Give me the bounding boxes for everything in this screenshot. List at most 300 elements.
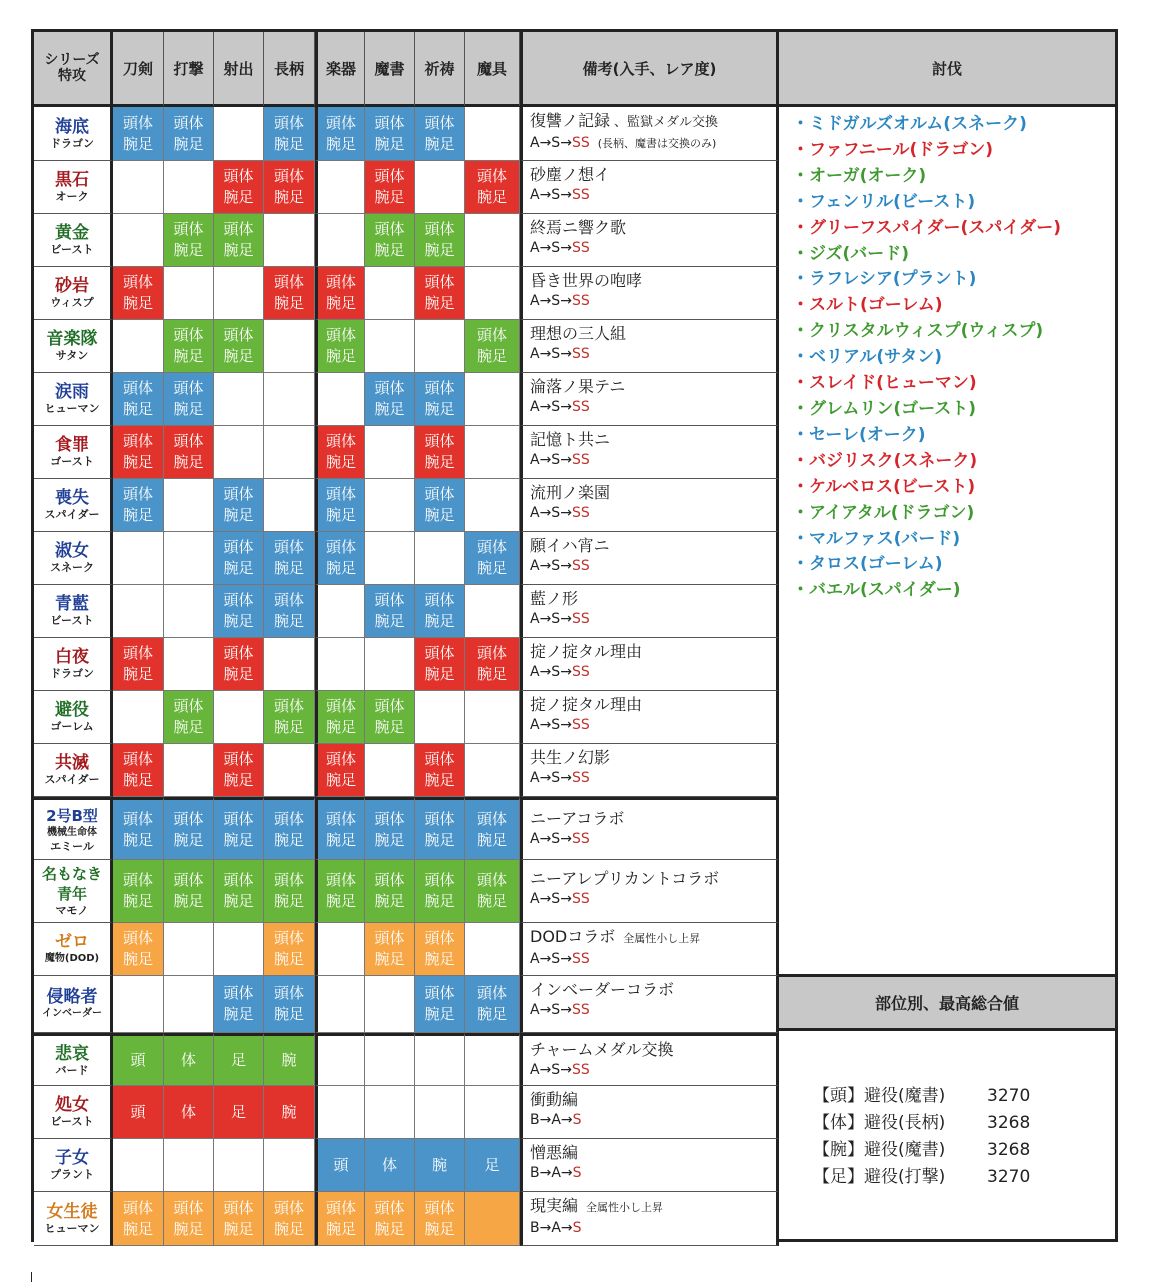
weapon-cell [113, 797, 164, 860]
weapon-cell [264, 107, 315, 161]
weapon-cell [415, 373, 465, 426]
part-head-body: 頭体 [424, 750, 455, 768]
part-arm-leg: 腕足 [374, 188, 405, 206]
part-arm-leg: 腕足 [374, 400, 405, 418]
weapon-cell [365, 479, 415, 532]
series-race: 機械生命体 [47, 826, 97, 838]
weapon-cell [113, 744, 164, 797]
part-head-body: 頭体 [273, 929, 304, 947]
note-title: 憎悪編 [530, 1143, 579, 1162]
boss-item: ・アイアタル(ドラゴン) [792, 502, 975, 523]
weapon-cell [315, 107, 365, 161]
weapon-cell [113, 161, 164, 214]
series-note [520, 1033, 779, 1086]
weapon-cell [214, 320, 264, 373]
header-weapon-1: 打撃 [164, 32, 214, 107]
series-note [520, 320, 779, 373]
weapon-cell [264, 320, 315, 373]
part-label: 体 [381, 1155, 397, 1174]
part-label: 腕 [431, 1155, 447, 1174]
rarity-prefix: A→S→ [530, 664, 572, 680]
part-arm-leg: 腕足 [476, 830, 507, 849]
series-name: 侵略者 [46, 987, 98, 1007]
series-race: バード [55, 1063, 89, 1077]
note-title: 記憶ト共ニ [530, 430, 611, 449]
boss-item: ・スルト(ゴーレム) [792, 295, 943, 316]
series-name: 喪失 [55, 488, 89, 508]
rarity-note: (長柄、魔書は交換のみ) [597, 137, 717, 150]
series-note [520, 214, 779, 267]
rarity-top: SS [571, 611, 590, 627]
weapon-cell [465, 1033, 520, 1086]
weapon-cell [264, 267, 315, 320]
note-title: 復讐ノ記録 [530, 111, 611, 130]
weapon-cell [315, 691, 365, 744]
series-race: サタン [55, 349, 89, 362]
series-name-cell [34, 691, 113, 744]
note-title: 衝動編 [530, 1090, 579, 1109]
weapon-cell [365, 373, 415, 426]
weapon-cell [465, 976, 520, 1033]
rarity-prefix: A→S→ [530, 399, 572, 415]
weapon-cell [415, 426, 465, 479]
best-total-row [813, 1083, 1115, 1110]
weapon-cell [164, 426, 214, 479]
boss-item: ・バジリスク(スネーク) [792, 450, 978, 471]
part-head-body: 頭体 [476, 538, 507, 556]
part-head-body: 頭体 [374, 220, 405, 238]
weapon-cell [164, 320, 214, 373]
series-race: ヒューマン [44, 1221, 100, 1235]
weapon-cell [365, 107, 415, 161]
weapon-cell [164, 107, 214, 161]
part-head-body: 頭体 [223, 644, 254, 662]
part-head-body: 頭体 [476, 984, 507, 1002]
part-head-body: 頭体 [273, 591, 304, 609]
series-name-cell [34, 373, 113, 426]
part-arm-leg: 腕足 [424, 1005, 455, 1023]
weapon-cell [315, 585, 365, 638]
part-arm-leg: 腕足 [476, 892, 507, 910]
header-weapon-0: 刀剣 [113, 32, 164, 107]
part-head-body: 頭体 [173, 1198, 204, 1217]
part-arm-leg: 腕足 [273, 294, 304, 312]
weapon-cell [415, 1192, 465, 1246]
series-name: 白夜 [55, 647, 89, 667]
weapon-cell [415, 923, 465, 976]
weapon-cell [365, 797, 415, 860]
series-note [520, 744, 779, 797]
best-total-part: 【頭】避役(魔書) [813, 1086, 946, 1106]
part-label: 足 [230, 1051, 246, 1069]
part-arm-leg: 腕足 [476, 559, 507, 577]
series-race: ビースト [50, 1115, 94, 1128]
part-arm-leg: 腕足 [325, 134, 356, 153]
weapon-cell [415, 107, 465, 161]
weapon-cell [113, 107, 164, 161]
weapon-cell [315, 373, 365, 426]
weapon-cell [264, 161, 315, 214]
series-name-cell [34, 161, 113, 214]
weapon-cell [365, 976, 415, 1033]
part-arm-leg: 腕足 [223, 665, 254, 683]
part-arm-leg: 腕足 [122, 294, 153, 312]
part-head-body: 頭体 [374, 1198, 405, 1217]
series-name: 黄金 [55, 223, 89, 243]
weapon-cell [415, 479, 465, 532]
part-arm-leg: 腕足 [173, 718, 204, 736]
series-name-cell [34, 214, 113, 267]
part-arm-leg: 腕足 [424, 612, 455, 630]
note-title: 砂塵ノ想イ [530, 165, 611, 184]
rarity-top: SS [571, 293, 590, 309]
weapon-cell [415, 161, 465, 214]
part-head-body: 頭体 [424, 273, 455, 291]
weapon-cell [113, 585, 164, 638]
weapon-cell [315, 479, 365, 532]
note-title: 共生ノ幻影 [530, 748, 611, 767]
rarity-top: S [572, 1165, 582, 1181]
rarity-top: SS [571, 558, 590, 574]
part-arm-leg: 腕足 [424, 294, 455, 312]
series-note [520, 532, 779, 585]
best-total-part: 【腕】避役(魔書) [813, 1140, 946, 1160]
series-note [520, 1192, 779, 1246]
best-totals-box [779, 1031, 1115, 1239]
boss-item: ・フェンリル(ビースト) [792, 191, 976, 212]
part-arm-leg: 腕足 [122, 506, 153, 524]
weapon-cell [365, 585, 415, 638]
weapon-cell [264, 860, 315, 923]
weapon-cell [415, 1139, 465, 1192]
note-title: ニーアレプリカントコラボ [530, 869, 720, 888]
part-label: 体 [180, 1102, 196, 1121]
part-arm-leg: 腕足 [325, 294, 356, 312]
weapon-cell [214, 1086, 264, 1139]
weapon-cell [264, 1086, 315, 1139]
weapon-cell [365, 320, 415, 373]
part-label: 腕 [281, 1051, 297, 1069]
part-head-body: 頭体 [122, 273, 153, 291]
best-total-part: 【足】避役(打撃) [813, 1167, 946, 1187]
part-head-body: 頭体 [476, 644, 507, 662]
part-head-body: 頭体 [325, 697, 356, 715]
series-race: ウィスプ [50, 296, 94, 309]
header-series-line1: シリーズ [44, 52, 100, 68]
header-series [34, 32, 113, 107]
weapon-cell [315, 1033, 365, 1086]
rarity-prefix: A→S→ [530, 611, 572, 627]
series-name: 名もなき [41, 865, 102, 883]
weapon-cell [465, 214, 520, 267]
weapon-cell [264, 585, 315, 638]
weapon-cell [214, 1192, 264, 1246]
best-totals-title: 部位別、最高総合値 [874, 994, 1019, 1013]
part-arm-leg: 腕足 [374, 718, 405, 736]
series-note [520, 860, 779, 923]
boss-item: ・ファフニール(ドラゴン) [792, 139, 994, 160]
part-arm-leg: 腕足 [476, 188, 507, 206]
part-head-body: 頭体 [122, 871, 153, 889]
part-arm-leg: 腕足 [424, 1219, 455, 1238]
part-head-body: 頭体 [223, 984, 254, 1002]
part-head-body: 頭体 [273, 1198, 304, 1217]
weapon-cell [415, 797, 465, 860]
weapon-cell [214, 923, 264, 976]
weapon-cell [415, 976, 465, 1033]
series-name-cell [34, 638, 113, 691]
part-arm-leg: 腕足 [325, 718, 356, 736]
series-race: ゴーレム [50, 720, 94, 733]
series-name-cell [34, 1192, 113, 1246]
series-race: ビースト [50, 614, 94, 627]
weapon-cell [465, 107, 520, 161]
rarity-prefix: A→S→ [530, 770, 572, 786]
weapon-cell [465, 161, 520, 214]
weapon-cell [365, 923, 415, 976]
part-arm-leg: 腕足 [273, 892, 304, 910]
part-arm-leg: 腕足 [273, 188, 304, 206]
rarity-top: SS [571, 505, 590, 521]
weapon-cell [465, 479, 520, 532]
series-name-cell [34, 797, 113, 860]
weapon-cell [264, 479, 315, 532]
weapon-cell [113, 373, 164, 426]
weapon-cell [164, 267, 214, 320]
boss-item: ・バエル(スパイダー) [792, 580, 961, 601]
weapon-cell [415, 214, 465, 267]
series-race: ドラゴン [50, 667, 94, 680]
part-head-body: 頭体 [325, 485, 356, 503]
weapon-cell [214, 585, 264, 638]
part-arm-leg: 腕足 [325, 453, 356, 471]
weapon-cell [315, 923, 365, 976]
part-head-body: 頭体 [273, 273, 304, 291]
part-arm-leg: 腕足 [424, 400, 455, 418]
part-head-body: 頭体 [223, 750, 254, 768]
part-head-body: 頭体 [173, 113, 204, 132]
note-title: 藍ノ形 [530, 589, 579, 608]
weapon-cell [264, 744, 315, 797]
part-head-body: 頭体 [325, 538, 356, 556]
header-weapon-5: 魔書 [365, 32, 415, 107]
part-arm-leg: 腕足 [273, 950, 304, 968]
weapon-cell [214, 267, 264, 320]
weapon-cell [465, 373, 520, 426]
note-sub: 、監獄メダル交換 [614, 115, 719, 130]
part-arm-leg: 腕足 [476, 1005, 507, 1023]
weapon-cell [264, 532, 315, 585]
note-title: 願イハ宵ニ [530, 536, 610, 555]
weapon-cell [315, 860, 365, 923]
part-head-body: 頭体 [424, 1198, 455, 1217]
part-arm-leg: 腕足 [374, 612, 405, 630]
part-arm-leg: 腕足 [424, 830, 455, 849]
rarity-top: S [572, 1112, 582, 1128]
note-title: 淪落ノ果テニ [530, 377, 626, 396]
part-head-body: 頭体 [223, 220, 254, 238]
rarity-prefix: A→S→ [530, 1002, 572, 1018]
weapon-cell [214, 373, 264, 426]
part-head-body: 頭体 [273, 984, 304, 1002]
part-head-body: 頭体 [273, 809, 304, 828]
weapon-cell [465, 691, 520, 744]
part-arm-leg: 腕足 [476, 665, 507, 683]
series-name-cell [34, 479, 113, 532]
weapon-cell [164, 638, 214, 691]
part-head-body: 頭体 [476, 326, 507, 344]
part-head-body: 頭体 [223, 871, 254, 889]
note-title: 流刑ノ楽園 [530, 483, 611, 502]
weapon-cell [113, 691, 164, 744]
weapon-cell [214, 691, 264, 744]
note-title: チャームメダル交換 [530, 1040, 674, 1059]
part-head-body: 頭体 [424, 432, 455, 450]
weapon-cell [415, 691, 465, 744]
part-head-body: 頭体 [476, 871, 507, 889]
weapon-cell [113, 267, 164, 320]
part-head-body: 頭体 [173, 697, 204, 715]
part-head-body: 頭体 [374, 591, 405, 609]
part-head-body: 頭体 [173, 432, 204, 450]
weapon-cell [113, 1139, 164, 1192]
header-weapon-4: 楽器 [315, 32, 365, 107]
series-note [520, 585, 779, 638]
series-note [520, 373, 779, 426]
weapon-cell [214, 744, 264, 797]
boss-item: ・ジズ(バード) [792, 243, 910, 264]
part-head-body: 頭体 [223, 1198, 254, 1217]
weapon-cell [365, 1192, 415, 1246]
rarity-top: SS [571, 831, 590, 847]
part-head-body: 頭体 [424, 644, 455, 662]
part-head-body: 頭体 [424, 871, 455, 889]
part-arm-leg: 腕足 [374, 950, 405, 968]
series-name: 2号B型 [46, 806, 98, 825]
weapon-cell [365, 426, 415, 479]
boss-item: ・タロス(ゴーレム) [792, 554, 943, 575]
header-notes: 備考(入手、レア度) [520, 32, 779, 107]
weapon-cell [415, 1086, 465, 1139]
part-arm-leg: 腕足 [424, 892, 455, 910]
part-arm-leg: 腕足 [374, 892, 405, 910]
part-head-body: 頭体 [424, 379, 455, 397]
weapon-cell [164, 214, 214, 267]
part-head-body: 頭体 [173, 809, 204, 828]
part-head-body: 頭体 [325, 1198, 356, 1217]
weapon-cell [164, 373, 214, 426]
rarity-top: SS [571, 770, 590, 786]
rarity-prefix: A→S→ [530, 951, 572, 967]
weapon-cell [164, 479, 214, 532]
weapon-cell [113, 1192, 164, 1246]
part-head-body: 頭体 [273, 113, 304, 132]
rarity-top: SS [571, 1002, 590, 1018]
part-arm-leg: 腕足 [173, 400, 204, 418]
series-note [520, 107, 779, 161]
series-name-cell [34, 923, 113, 976]
weapon-cell [315, 320, 365, 373]
part-arm-leg: 腕足 [223, 559, 254, 577]
note-title: インベーダーコラボ [530, 980, 675, 999]
series-name: 共滅 [55, 753, 89, 773]
part-head-body: 頭体 [374, 379, 405, 397]
boss-item: ・セーレ(オーク) [792, 424, 926, 445]
weapon-cell [214, 797, 264, 860]
boss-item: ・グレムリン(ゴースト) [792, 398, 977, 419]
note-title: 昏き世界の咆哮 [530, 271, 643, 290]
part-label: 体 [180, 1051, 196, 1069]
part-arm-leg: 腕足 [374, 830, 405, 849]
part-arm-leg: 腕足 [325, 347, 356, 365]
part-head-body: 頭体 [476, 167, 507, 185]
part-head-body: 頭体 [273, 538, 304, 556]
weapon-cell [415, 860, 465, 923]
series-name: 食罪 [55, 435, 89, 455]
part-head-body: 頭体 [122, 432, 153, 450]
part-head-body: 頭体 [122, 929, 153, 947]
part-head-body: 頭体 [223, 538, 254, 556]
weapon-cell [164, 923, 214, 976]
part-arm-leg: 腕足 [122, 892, 153, 910]
part-head-body: 頭体 [173, 871, 204, 889]
header-weapon-3: 長柄 [264, 32, 315, 107]
rarity-top: SS [571, 717, 590, 733]
part-arm-leg: 腕足 [273, 612, 304, 630]
boss-item: ・オーガ(オーク) [792, 165, 927, 186]
part-arm-leg: 腕足 [325, 1219, 356, 1238]
part-head-body: 頭体 [223, 809, 254, 828]
weapon-cell [465, 426, 520, 479]
series-race: 魔物(DOD) [44, 953, 100, 964]
series-note [520, 976, 779, 1033]
equipment-table [31, 29, 1118, 1242]
weapon-cell [164, 532, 214, 585]
weapon-cell [365, 691, 415, 744]
part-arm-leg: 腕足 [122, 453, 153, 471]
weapon-cell [465, 267, 520, 320]
header-weapon-2: 射出 [214, 32, 264, 107]
series-name: 海底 [55, 116, 89, 137]
part-head-body: 頭体 [325, 871, 356, 889]
part-arm-leg: 腕足 [173, 453, 204, 471]
part-head-body: 頭体 [325, 809, 356, 828]
part-head-body: 頭体 [173, 326, 204, 344]
series-name-cell [34, 1033, 113, 1086]
rarity-prefix: A→S→ [530, 891, 572, 907]
boss-item: ・ラフレシア(プラント) [792, 269, 977, 290]
part-arm-leg: 腕足 [223, 241, 254, 259]
weapon-cell [465, 320, 520, 373]
rarity-top: SS [571, 452, 590, 468]
part-head-body: 頭体 [325, 113, 356, 132]
weapon-cell [164, 797, 214, 860]
best-totals-header [779, 974, 1115, 1031]
series-race: オーク [55, 190, 89, 203]
part-head-body: 頭体 [424, 591, 455, 609]
part-arm-leg: 腕足 [122, 665, 153, 683]
weapon-cell [214, 426, 264, 479]
part-arm-leg: 腕足 [223, 830, 254, 849]
part-head-body: 頭体 [374, 697, 405, 715]
part-head-body: 頭体 [173, 379, 204, 397]
best-total-value: 3268 [987, 1113, 1031, 1133]
part-arm-leg: 腕足 [122, 830, 153, 849]
best-total-row [813, 1164, 1115, 1191]
weapon-cell [264, 373, 315, 426]
note-title: ニーアコラボ [530, 809, 625, 828]
part-head-body: 頭体 [122, 485, 153, 503]
